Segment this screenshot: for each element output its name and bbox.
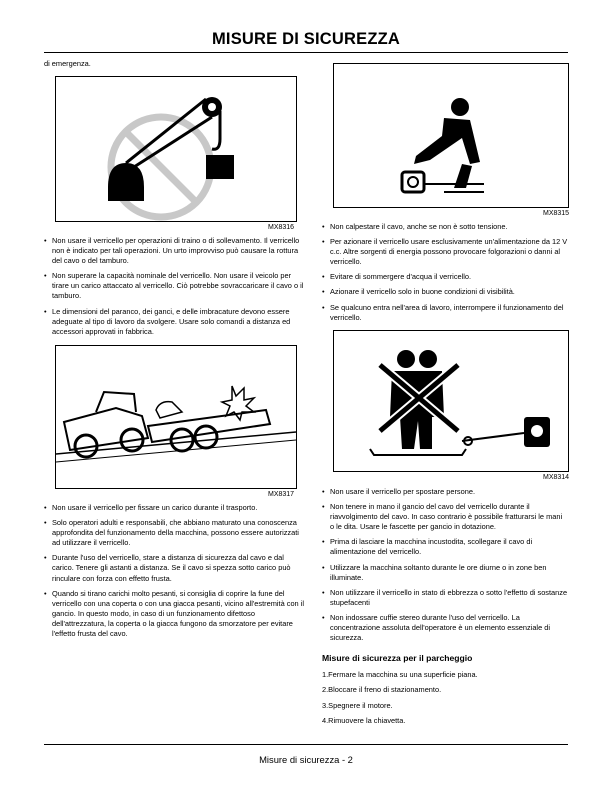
page-footer: Misure di sicurezza - 2 <box>259 754 353 765</box>
bullet-item: • Evitare di sommergere d'acqua il verricello. <box>322 272 568 282</box>
left-bullets-1 <box>44 236 306 342</box>
winch-drum-icon <box>402 172 424 192</box>
bullet-item: • Non calpestare il cavo, anche se non è sotto tensione. <box>322 222 568 232</box>
impact-burst-icon <box>222 386 254 420</box>
figure-no-stepping-on-cable <box>333 63 569 208</box>
person-head-icon <box>397 350 415 368</box>
left-intro <box>44 59 304 74</box>
hook-icon <box>212 139 220 149</box>
bullet-item: • Solo operatori adulti e responsabili, che abbiano maturato una conoscenza approfondita del funzionamento della macchina, possono essere autorizzati ad utilizzare il verricello. <box>44 518 306 548</box>
bullet-item: • Non usare il verricello per fissare un carico durante il trasporto. <box>44 503 306 513</box>
page-title: MISURE DI SICUREZZA <box>211 30 401 48</box>
figure-caption: MX8316 <box>268 224 295 231</box>
figure-caption: MX8315 <box>543 210 570 217</box>
parking-step: 2.Bloccare il freno di stazionamento. <box>322 685 442 695</box>
bullet-item: • Le dimensioni del paranco, dei ganci, e delle imbracature devono essere adeguate al tipo di lavoro da svolgere. Usare solo comandi a distanza ed accessori approvati in fabbrica. <box>44 307 306 337</box>
sled-shape <box>370 449 466 455</box>
winch-body-shape <box>108 163 144 201</box>
figure-caption: MX8314 <box>543 474 570 481</box>
load-box-icon <box>206 155 234 179</box>
parking-heading: Misure di sicurezza per il parcheggio <box>322 653 473 664</box>
parking-step: 1.Fermare la macchina su una superficie piana. <box>322 670 478 680</box>
person-body-shape <box>414 118 480 164</box>
parking-step: 4.Rimuovere la chiavetta. <box>322 715 406 725</box>
bullet-item: • Non usare il verricello per spostare persone. <box>322 487 568 497</box>
person-stepping-illustration <box>334 64 568 207</box>
footer-rule <box>44 744 568 745</box>
left-bullets-2 <box>44 503 306 644</box>
bullet-item: • Non utilizzare il verricello in stato di ebbrezza o sotto l'effetto di sostanze stupefacenti <box>322 588 568 608</box>
bullet-item: • Per azionare il verricello usare esclusivamente un'alimentazione da 12 V c.c. Altre sorgenti di energia possono provocare folgorazioni o danni al verricello. <box>322 237 568 267</box>
bullet-item: • Quando si tirano carichi molto pesanti, si consiglia di coprire la fune del verricello con una coperta o con una giacca pesanti, vicino all'estremità con il gancio. In questo modo, in caso di un funzionamento difettoso dell'attrezzatura, la coperta o la giacca fungono da smorzatore per evitare l'effetto frusta del cavo. <box>44 589 306 639</box>
bullet-item: • Se qualcuno entra nell'area di lavoro, interrompere il funzionamento del verricello. <box>322 303 568 323</box>
bullet-item: • Non tenere in mano il gancio del cavo del verricello durante il riavvolgimento del cavo. In caso contrario è possibile fratturarsi le mani o le dita. Usare le fascette per gancio in dotazione. <box>322 502 568 532</box>
figure-winch-no-load-securing <box>55 345 297 489</box>
parking-step: 3.Spegnere il motore. <box>322 700 393 710</box>
person-head-icon <box>451 98 469 116</box>
figure-no-moving-people <box>333 330 569 472</box>
load-shape <box>156 402 182 418</box>
right-bullets-1 <box>322 222 568 328</box>
figure-winch-no-lifting <box>55 76 297 222</box>
right-bullets-2 <box>322 487 568 731</box>
bullet-item: • Azionare il verricello solo in buone condizioni di visibilità. <box>322 287 568 297</box>
bullet-item: • Non usare il verricello per operazioni di traino o di sollevamento. Il verricello non è indicato per tali operazioni. Un urto improvviso può causare la rottura del cavo o del tamburo. <box>44 236 306 266</box>
people-winch-illustration <box>334 331 568 471</box>
vehicle-trailer-illustration <box>56 346 296 488</box>
bullet-item: • Non indossare cuffie stereo durante l'uso del verricello. La concentrazione assoluta dell'operatore è un elemento essenziale di sicurezza. <box>322 613 568 643</box>
bullet-item: • Durante l'uso del verricello, stare a distanza di sicurezza dal cavo e dal carico. Tenere gli astanti a distanza. Se il cavo si spezza sotto carico può rinculare con forza con effetto frusta. <box>44 553 306 583</box>
bullet-item: • Utilizzare la macchina soltanto durante le ore diurne o in zone ben illuminate. <box>322 563 568 583</box>
wheel-icon <box>195 426 217 448</box>
header-rule <box>44 52 568 53</box>
intro-text: di emergenza. <box>44 59 91 68</box>
bullet-item: • Non superare la capacità nominale del verricello. Non usare il veicolo per tirare un carico attaccato al verricello. Ciò potrebbe sovraccaricare il cavo o il tamburo. <box>44 271 306 301</box>
figure-caption: MX8317 <box>268 491 295 498</box>
person-head-icon <box>419 350 437 368</box>
wheel-icon <box>171 429 193 451</box>
bullet-item: • Prima di lasciare la macchina incustodita, scollegare il cavo di alimentazione del verricello. <box>322 537 568 557</box>
winch-lifting-illustration <box>56 77 296 221</box>
